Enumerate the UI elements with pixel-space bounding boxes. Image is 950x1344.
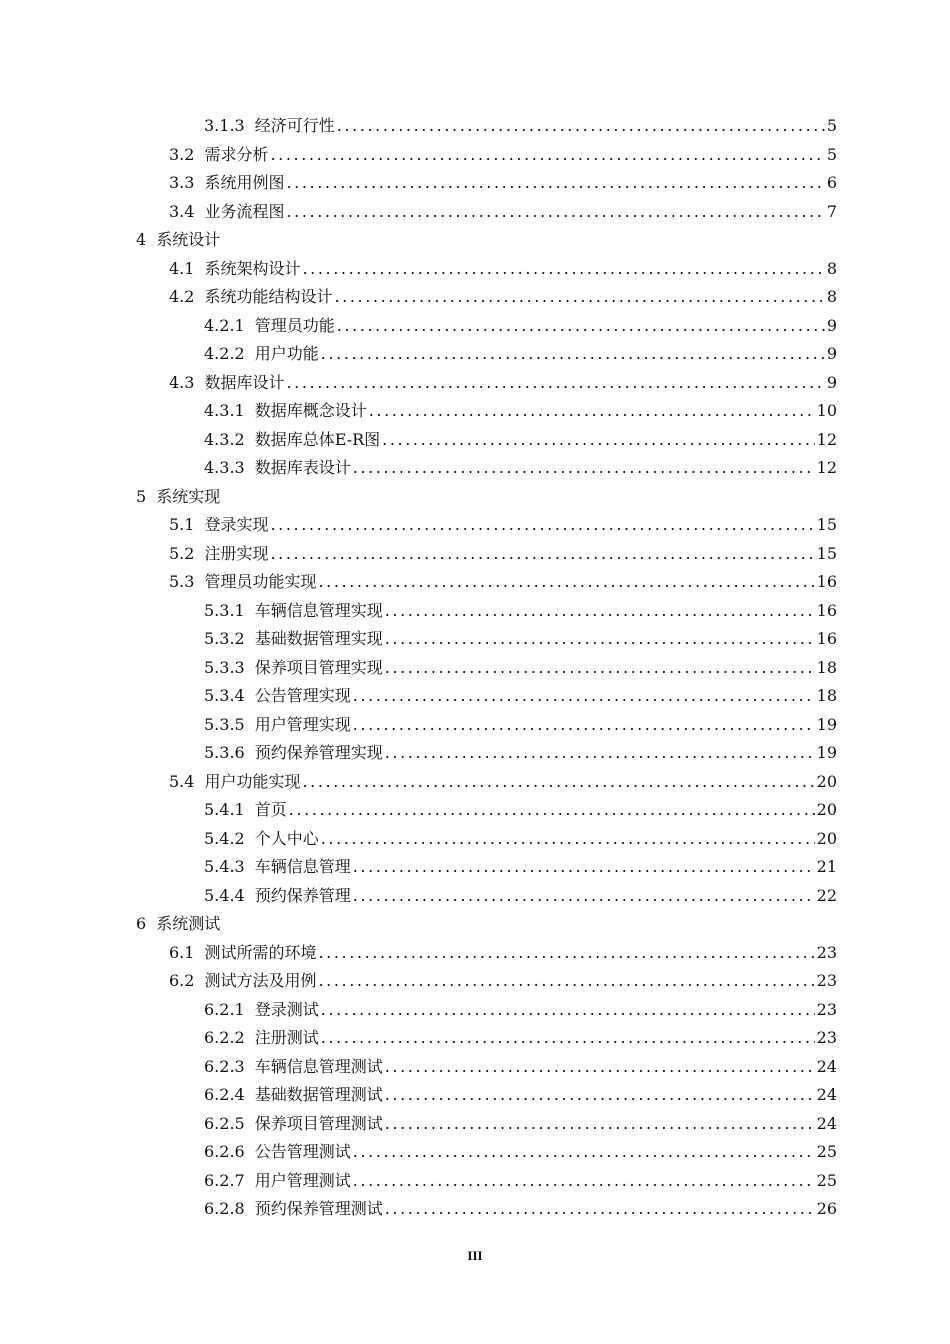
toc-page-number: 18 [816, 686, 837, 705]
toc-page-number: 15 [816, 543, 837, 563]
toc-entry-number: 4.2.1 [204, 315, 245, 335]
toc-entry-title: 用户管理测试 [254, 1170, 351, 1190]
toc-entry-title: 系统功能结构设计 [204, 287, 333, 306]
toc-entry-number: 5.4 [169, 771, 195, 791]
toc-entry[interactable] [0, 939, 950, 968]
toc-entry-number: 5.3.3 [204, 657, 245, 677]
toc-entry-number: 5.3.2 [204, 629, 245, 648]
toc-entry-number: 6.2.5 [204, 1113, 245, 1133]
toc-dot-leader [385, 654, 815, 683]
toc-entry[interactable] [0, 568, 950, 597]
toc-dot-leader [385, 1053, 815, 1082]
toc-entry[interactable] [0, 768, 950, 797]
toc-page-number: 25 [816, 1142, 837, 1161]
toc-entry-title: 管理员功能 [254, 315, 335, 335]
toc-entry-number: 6 [136, 914, 147, 933]
toc-dot-leader [353, 1138, 815, 1167]
toc-entry-title: 系统设计 [156, 230, 221, 249]
toc-entry-title: 测试方法及用例 [204, 971, 317, 990]
toc-entry-number: 5.4.3 [204, 857, 245, 876]
toc-entry-title: 用户功能 [254, 344, 319, 363]
toc-entry-title: 公告管理实现 [254, 686, 351, 705]
toc-entry-number: 6.2.7 [204, 1170, 245, 1190]
toc-entry[interactable] [0, 1024, 950, 1053]
toc-entry-number: 5.3.4 [204, 686, 245, 705]
toc-entry-number: 6.2.3 [204, 1056, 245, 1076]
toc-entry-title: 车辆信息管理 [254, 857, 351, 876]
toc-entry-title: 保养项目管理实现 [254, 657, 383, 677]
toc-dot-leader [318, 939, 814, 968]
toc-entry[interactable] [0, 882, 950, 911]
toc-entry-title: 数据库概念设计 [254, 401, 367, 420]
toc-page-number: 23 [816, 942, 837, 962]
toc-dot-leader [321, 996, 815, 1025]
toc-dot-leader [382, 426, 814, 455]
toc-entry-title: 登录测试 [254, 999, 319, 1019]
toc-entry-number: 5.3 [169, 572, 195, 591]
toc-entry-title: 数据库总体E-R图 [254, 429, 381, 449]
toc-entry-number: 5.4.2 [204, 828, 245, 848]
toc-page-number: 16 [816, 572, 837, 591]
toc-entry[interactable] [0, 1138, 950, 1167]
toc-dot-leader [286, 169, 824, 198]
toc-page-number: 9 [826, 315, 837, 335]
toc-entry-number: 6.2.2 [204, 1028, 245, 1047]
toc-dot-leader [353, 711, 815, 740]
toc-page-number: 23 [816, 971, 837, 990]
toc-dot-leader [353, 454, 815, 483]
toc-entry[interactable] [0, 141, 950, 170]
toc-dot-leader [321, 825, 815, 854]
toc-page-number: 20 [816, 800, 837, 819]
toc-entry-title: 登录实现 [204, 515, 269, 534]
toc-entry-number: 5.3.1 [204, 600, 245, 620]
toc-dot-leader [318, 568, 814, 597]
toc-page-number: 26 [816, 1199, 837, 1218]
toc-page-number: 19 [816, 714, 837, 734]
table-of-contents [0, 112, 950, 1224]
toc-entry[interactable] [0, 1053, 950, 1082]
toc-entry[interactable] [0, 711, 950, 740]
toc-chapter-heading[interactable] [0, 483, 950, 512]
toc-entry-title: 首页 [254, 800, 287, 819]
toc-dot-leader [270, 540, 814, 569]
toc-dot-leader [385, 1195, 815, 1224]
toc-entry-title: 预约保养管理测试 [254, 1199, 383, 1218]
toc-entry-title: 基础数据管理测试 [254, 1085, 383, 1104]
toc-entry[interactable] [0, 1110, 950, 1139]
toc-entry-number: 4.3.2 [204, 429, 245, 449]
toc-dot-leader [321, 1024, 815, 1053]
toc-entry-title: 车辆信息管理实现 [254, 600, 383, 620]
toc-entry-title: 基础数据管理实现 [254, 629, 383, 648]
toc-page-number: 9 [826, 344, 837, 363]
toc-entry-title: 测试所需的环境 [204, 942, 317, 962]
toc-page-number: 10 [816, 401, 837, 420]
toc-entry-title: 预约保养管理实现 [254, 743, 383, 762]
toc-entry-number: 4.3 [169, 372, 195, 392]
toc-entry[interactable] [0, 255, 950, 284]
toc-entry-number: 6.2 [169, 971, 195, 990]
toc-entry-number: 5.3.5 [204, 714, 245, 734]
toc-page-number: 23 [816, 1028, 837, 1047]
toc-page-number: 7 [826, 201, 837, 221]
toc-entry-number: 4.2.2 [204, 344, 245, 363]
toc-entry-number: 3.4 [169, 201, 195, 221]
toc-entry-number: 3.2 [169, 144, 195, 164]
toc-entry-number: 6.2.8 [204, 1199, 245, 1218]
toc-entry[interactable] [0, 112, 950, 141]
toc-page-number: 6 [826, 173, 837, 192]
toc-entry[interactable] [0, 654, 950, 683]
toc-entry[interactable] [0, 967, 950, 996]
toc-page-number: 24 [816, 1056, 837, 1076]
toc-page-number: 21 [816, 857, 837, 876]
toc-entry-number: 4.3.1 [204, 401, 245, 420]
toc-page-number: 23 [816, 999, 837, 1019]
toc-entry-number: 5.1 [169, 515, 195, 534]
toc-entry[interactable] [0, 796, 950, 825]
toc-entry-title: 注册测试 [254, 1028, 319, 1047]
toc-entry-title: 系统测试 [156, 914, 221, 933]
toc-entry-title: 系统用例图 [204, 173, 285, 192]
page-number: III [467, 1248, 483, 1263]
toc-dot-leader [286, 198, 824, 227]
toc-entry-title: 公告管理测试 [254, 1142, 351, 1161]
toc-dot-leader [385, 597, 815, 626]
toc-page-number: 19 [816, 743, 837, 762]
toc-dot-leader [385, 1110, 815, 1139]
toc-entry[interactable] [0, 625, 950, 654]
toc-dot-leader [337, 312, 825, 341]
toc-dot-leader [286, 369, 824, 398]
toc-page-number: 24 [816, 1085, 837, 1104]
toc-page-number: 9 [826, 372, 837, 392]
toc-page-number: 15 [816, 515, 837, 534]
toc-page-number: 8 [826, 258, 837, 278]
toc-entry[interactable] [0, 511, 950, 540]
toc-dot-leader [318, 967, 814, 996]
toc-dot-leader [334, 283, 824, 312]
toc-entry[interactable] [0, 597, 950, 626]
toc-entry[interactable] [0, 996, 950, 1025]
toc-dot-leader [385, 739, 815, 768]
toc-dot-leader [353, 1167, 815, 1196]
toc-entry-number: 6.2.6 [204, 1142, 245, 1161]
toc-dot-leader [353, 882, 815, 911]
toc-page-number: 12 [816, 429, 837, 449]
toc-entry-number: 5.4.4 [204, 885, 245, 905]
toc-entry[interactable] [0, 1081, 950, 1110]
toc-entry-title: 车辆信息管理测试 [254, 1056, 383, 1076]
toc-entry[interactable] [0, 540, 950, 569]
toc-entry[interactable] [0, 1195, 950, 1224]
toc-entry-number: 3.1.3 [204, 116, 245, 135]
toc-entry-number: 4.1 [169, 258, 195, 278]
toc-entry[interactable] [0, 312, 950, 341]
toc-dot-leader [385, 1081, 815, 1110]
toc-dot-leader [353, 682, 815, 711]
toc-entry-number: 6.1 [169, 942, 195, 962]
toc-page-number: 20 [816, 771, 837, 791]
toc-dot-leader [337, 112, 825, 141]
toc-entry-number: 6.2.1 [204, 999, 245, 1019]
toc-entry-number: 5.2 [169, 543, 195, 563]
toc-dot-leader [302, 768, 814, 797]
toc-entry-number: 5.3.6 [204, 743, 245, 762]
toc-page-number: 5 [826, 116, 837, 135]
toc-entry[interactable] [0, 1167, 950, 1196]
toc-entry-title: 经济可行性 [254, 116, 335, 135]
toc-entry-title: 预约保养管理 [254, 885, 351, 905]
toc-dot-leader [302, 255, 824, 284]
toc-page-number: 22 [816, 885, 837, 905]
toc-entry[interactable] [0, 853, 950, 882]
toc-dot-leader [385, 625, 815, 654]
toc-entry-title: 需求分析 [204, 144, 269, 164]
toc-chapter-heading[interactable] [0, 910, 950, 939]
toc-entry-title: 系统架构设计 [204, 258, 301, 278]
toc-entry-title: 用户功能实现 [204, 771, 301, 791]
toc-entry[interactable] [0, 739, 950, 768]
toc-entry-title: 个人中心 [254, 828, 319, 848]
toc-page-number: 18 [816, 657, 837, 677]
toc-page-number: 20 [816, 828, 837, 848]
toc-entry-title: 系统实现 [156, 486, 221, 506]
toc-entry[interactable] [0, 454, 950, 483]
toc-entry[interactable] [0, 426, 950, 455]
toc-entry[interactable] [0, 369, 950, 398]
toc-entry[interactable] [0, 397, 950, 426]
toc-page-number: 24 [816, 1113, 837, 1133]
toc-chapter-heading[interactable] [0, 226, 950, 255]
toc-entry-title: 业务流程图 [204, 201, 285, 221]
toc-dot-leader [270, 511, 814, 540]
toc-entry-title: 注册实现 [204, 543, 269, 563]
toc-entry[interactable] [0, 283, 950, 312]
toc-entry-number: 4 [136, 230, 147, 249]
toc-page-number: 8 [826, 287, 837, 306]
toc-entry-title: 保养项目管理测试 [254, 1113, 383, 1133]
toc-entry-number: 4.2 [169, 287, 195, 306]
toc-entry[interactable] [0, 340, 950, 369]
toc-entry-number: 5 [136, 486, 147, 506]
toc-entry-number: 6.2.4 [204, 1085, 245, 1104]
toc-entry[interactable] [0, 825, 950, 854]
toc-entry-number: 3.3 [169, 173, 195, 192]
toc-entry[interactable] [0, 682, 950, 711]
toc-page-number: 12 [816, 458, 837, 477]
toc-page-number: 5 [826, 144, 837, 164]
toc-dot-leader [353, 853, 815, 882]
toc-page-number: 16 [816, 600, 837, 620]
toc-page-number: 25 [816, 1170, 837, 1190]
toc-dot-leader [270, 141, 824, 170]
toc-entry-number: 5.4.1 [204, 800, 245, 819]
toc-dot-leader [321, 340, 825, 369]
toc-entry-title: 用户管理实现 [254, 714, 351, 734]
toc-entry[interactable] [0, 169, 950, 198]
toc-entry-number: 4.3.3 [204, 458, 245, 477]
toc-dot-leader [369, 397, 815, 426]
toc-entry-title: 数据库表设计 [254, 458, 351, 477]
toc-dot-leader [289, 796, 815, 825]
toc-page-number: 16 [816, 629, 837, 648]
toc-entry-title: 管理员功能实现 [204, 572, 317, 591]
toc-entry[interactable] [0, 198, 950, 227]
toc-entry-title: 数据库设计 [204, 372, 285, 392]
